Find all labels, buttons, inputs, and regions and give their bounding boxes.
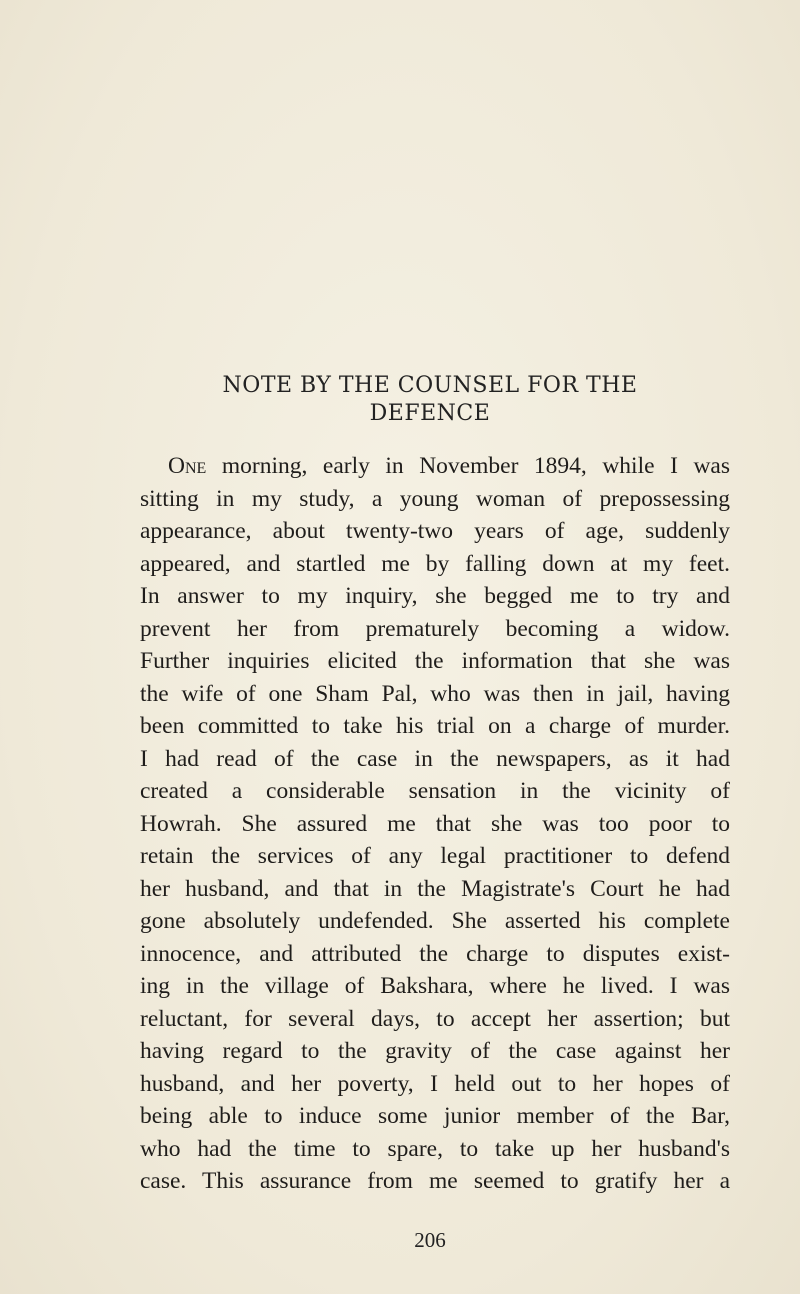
- text-line: having regard to the gravity of the case against her: [140, 1038, 730, 1064]
- text-line: ing in the village of Bakshara, where he lived. I was: [140, 973, 730, 999]
- text-line: retain the services of any legal practitioner to defend: [140, 843, 730, 869]
- text-line: sitting in my study, a young woman of prepossessing: [140, 485, 730, 512]
- text-line: her husband, and that in the Magistrate's Court he had: [140, 875, 730, 902]
- text-line: I had read of the case in the newspapers, as it had: [140, 745, 730, 772]
- text-line: created a considerable sensation in the vicinity of: [140, 778, 730, 804]
- text-line: In answer to my inquiry, she begged me to try and: [140, 583, 730, 609]
- text-line: being able to induce some junior member of the Bar,: [140, 1103, 730, 1129]
- text-line: case. This assurance from me seemed to gratify her a: [140, 1168, 730, 1194]
- text-line: gone absolutely undefended. She asserted his complete: [140, 908, 730, 934]
- text-line: who had the time to spare, to take up her husband's: [140, 1135, 730, 1162]
- text-line: [140, 450, 730, 483]
- text-line: prevent her from prematurely becoming a widow.: [140, 615, 730, 642]
- text-line: Further inquiries elicited the information that she was: [140, 648, 730, 674]
- text-line: innocence, and attributed the charge to disputes exist-: [140, 940, 730, 967]
- text-line: Howrah. She assured me that she was too poor to: [140, 810, 730, 837]
- text-line-rest: morning, early in November 1894, while I was: [206, 453, 730, 479]
- text-line: appeared, and startled me by falling down at my feet.: [140, 550, 730, 577]
- text-line: husband, and her poverty, I held out to her hopes of: [140, 1070, 730, 1097]
- chapter-heading-line-2: DEFENCE: [369, 401, 491, 426]
- drop-word: One: [168, 453, 207, 479]
- body-paragraph: [140, 450, 730, 1198]
- page-number: 206: [414, 1228, 446, 1252]
- text-line: appearance, about twenty-two years of age, suddenly: [140, 518, 730, 544]
- chapter-heading-line-1: NOTE BY THE COUNSEL FOR THE: [222, 373, 638, 398]
- text-line: the wife of one Sham Pal, who was then in jail, having: [140, 680, 730, 707]
- text-line: reluctant, for several days, to accept her assertion; but: [140, 1005, 730, 1032]
- text-line: been committed to take his trial on a charge of murder.: [140, 713, 730, 739]
